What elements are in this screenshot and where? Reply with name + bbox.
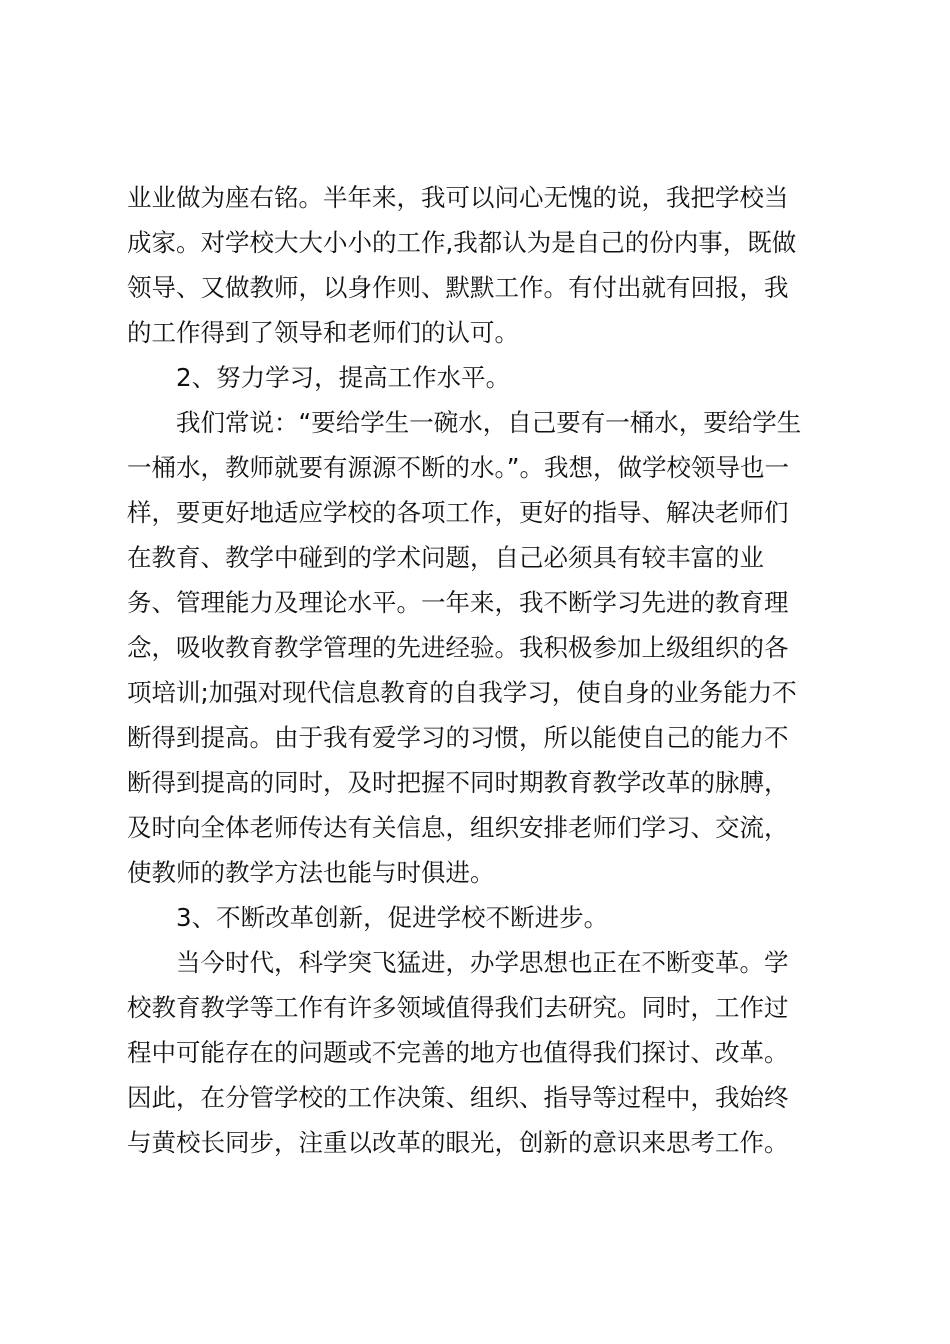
body-text	[127, 175, 827, 1165]
text-line: 一桶水，教师就要有源源不断的水。”。我想，做学校领导也一	[127, 453, 789, 482]
text-line: 当今时代，科学突飞猛进，办学思想也正在不断变革。学	[176, 948, 789, 977]
section-heading: 2、努力学习，提高工作水平。	[176, 363, 511, 392]
text-line: 及时向全体老师传达有关信息，组织安排老师们学习、交流，	[127, 813, 789, 842]
text-line: 念，吸收教育教学管理的先进经验。我积极参加上级组织的各	[127, 633, 789, 662]
text-line: 因此，在分管学校的工作决策、组织、指导等过程中，我始终	[127, 1083, 789, 1112]
text-line: 样，要更好地适应学校的各项工作，更好的指导、解决老师们	[127, 498, 789, 527]
text-line: 项培训;加强对现代信息教育的自我学习，使自身的业务能力不	[127, 678, 797, 707]
text-line: 断得到提高。由于我有爱学习的习惯，所以能使自己的能力不	[127, 723, 789, 752]
text-line: 成家。对学校大大小小的工作,我都认为是自己的份内事，既做	[127, 228, 797, 257]
text-line: 与黄校长同步，注重以改革的眼光，创新的意识来思考工作。	[127, 1128, 789, 1157]
text-line: 断得到提高的同时，及时把握不同时期教育教学改革的脉膊，	[127, 768, 789, 797]
text-line: 业业做为座右铭。半年来，我可以问心无愧的说，我把学校当	[127, 183, 789, 212]
text-line: 我们常说：“要给学生一碗水，自己要有一桶水，要给学生	[176, 408, 802, 437]
text-line: 使教师的教学方法也能与时俱进。	[127, 858, 495, 887]
text-line: 务、管理能力及理论水平。一年来，我不断学习先进的教育理	[127, 588, 789, 617]
text-line: 程中可能存在的问题或不完善的地方也值得我们探讨、改革。	[127, 1038, 789, 1067]
text-line: 的工作得到了领导和老师们的认可。	[127, 318, 519, 347]
text-line: 领导、又做教师，以身作则、默默工作。有付出就有回报，我	[127, 273, 789, 302]
text-line: 校教育教学等工作有许多领域值得我们去研究。同时，工作过	[127, 993, 789, 1022]
section-heading: 3、不断改革创新，促进学校不断进步。	[176, 903, 609, 932]
text-line: 在教育、教学中碰到的学术问题，自己必须具有较丰富的业	[127, 543, 764, 572]
